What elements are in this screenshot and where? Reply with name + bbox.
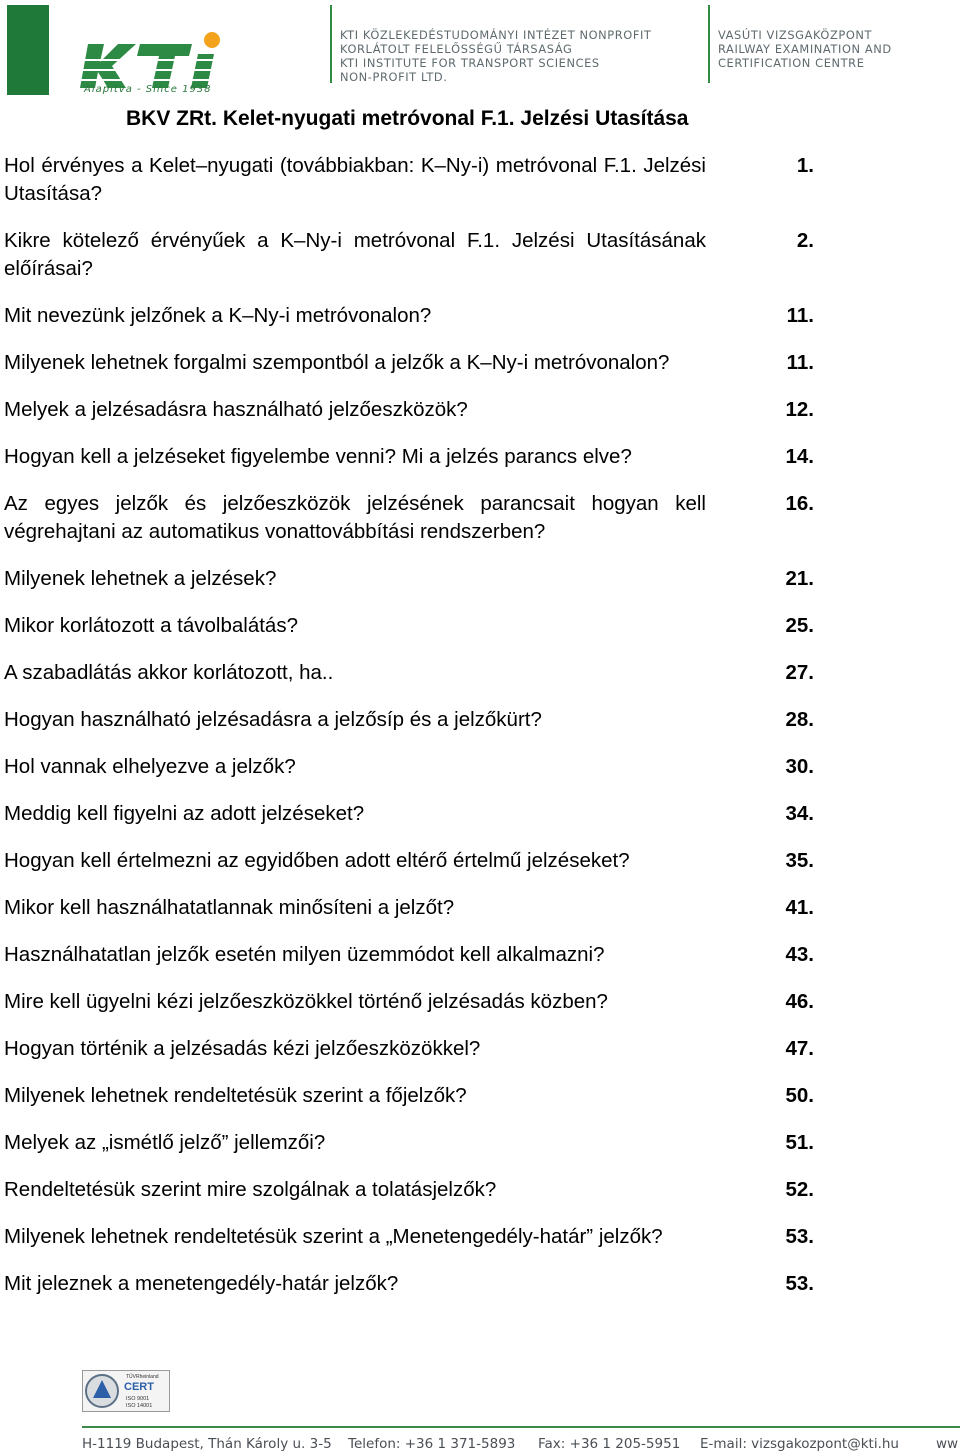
index-question: Hogyan használható jelzésadásra a jelzősíp és a jelzőkürt? [4,708,542,731]
index-page-number: 53. [785,1272,814,1295]
index-page-number: 51. [785,1131,814,1154]
index-row [4,1129,954,1157]
index-row [4,490,954,546]
index-question: Hogyan történik a jelzésadás kézi jelzőeszközökkel? [4,1037,481,1060]
index-page-number: 35. [785,849,814,872]
index-row [4,1270,954,1298]
index-row [4,227,954,283]
index-page-number: 47. [785,1037,814,1060]
index-page-number: 25. [785,614,814,637]
index-question: Hol érvényes a Kelet–nyugati (továbbiakban: K–Ny-i) metróvonal F.1. Jelzési Utasítása? [4,154,706,205]
index-page-number: 53. [785,1225,814,1248]
index-page-number: 52. [785,1178,814,1201]
institute-line: NON-PROFIT LTD. [340,70,448,84]
index-row [4,349,954,377]
index-question: Milyenek lehetnek rendeltetésük szerint a főjelzők? [4,1084,467,1107]
footer-divider [82,1426,960,1428]
index-row [4,443,954,471]
index-row [4,800,954,828]
index-row [4,659,954,687]
index-page-number: 43. [785,943,814,966]
index-page-number: 41. [785,896,814,919]
index-question: Hogyan kell a jelzéseket figyelembe venni? Mi a jelzés parancs elve? [4,445,632,468]
index-question: Kikre kötelező érvényűek a K–Ny-i metróvonal F.1. Jelzési Utasításának előírásai? [4,229,706,280]
centre-name-block [718,28,892,70]
index-question: Az egyes jelzők és jelzőeszközök jelzésének parancsait hogyan kell végrehajtani az automatikus vonattovábbítási rendszerben? [4,492,706,543]
index-question: Milyenek lehetnek a jelzések? [4,567,277,590]
index-row [4,988,954,1016]
index-page-number: 1. [796,154,814,177]
index-question: Használhatatlan jelzők esetén milyen üzemmódot kell alkalmazni? [4,943,605,966]
index-page-number: 30. [785,755,814,778]
index-page-number: 2. [796,229,814,252]
index-page-number: 21. [785,567,814,590]
index-page-number: 50. [785,1084,814,1107]
logo-subtitle: Alapítva - Since 1938 [84,84,212,95]
index-row [4,1176,954,1204]
index-row [4,941,954,969]
index-page-number: 27. [785,661,814,684]
header-divider [708,5,710,83]
index-question: Milyenek lehetnek rendeltetésük szerint a „Menetengedély-határ” jelzők? [4,1225,663,1248]
cert-iso-14001: ISO 14001 [126,1403,153,1409]
index-question: Mit nevezünk jelzőnek a K–Ny-i metróvonalon? [4,304,432,327]
footer-web-link[interactable]: ww [936,1436,959,1452]
footer-email[interactable]: E-mail: vizsgakozpont@kti.hu [700,1436,899,1452]
index-row [4,152,954,208]
index-row [4,706,954,734]
header-divider [330,5,332,83]
index-row [4,1082,954,1110]
index-row [4,1035,954,1063]
institute-line: KORLÁTOLT FELELŐSSÉGŰ TÁRSASÁG [340,42,573,56]
institute-name-block [340,28,652,84]
question-index [4,152,954,1317]
cert-brand: TÜVRheinland [126,1374,159,1380]
index-question: Milyenek lehetnek forgalmi szempontból a jelzők a K–Ny-i metróvonalon? [4,351,670,374]
index-page-number: 12. [785,398,814,421]
index-page-number: 16. [785,492,814,515]
document-title: BKV ZRt. Kelet-nyugati metróvonal F.1. Jelzési Utasítása [126,107,689,130]
index-question: Mikor korlátozott a távolbalátás? [4,614,298,637]
index-question: Rendeltetésük szerint mire szolgálnak a tolatásjelzők? [4,1178,497,1201]
index-row [4,302,954,330]
index-page-number: 11. [786,351,814,374]
index-question: Hol vannak elhelyezve a jelzők? [4,755,296,778]
index-question: Mit jeleznek a menetengedély-határ jelzők? [4,1272,399,1295]
index-row [4,753,954,781]
centre-line: CERTIFICATION CENTRE [718,56,865,70]
index-row [4,612,954,640]
index-row [4,894,954,922]
index-page-number: 28. [785,708,814,731]
index-page-number: 46. [785,990,814,1013]
index-row [4,565,954,593]
cert-label: CERT [124,1381,154,1393]
index-row [4,396,954,424]
centre-line: RAILWAY EXAMINATION AND [718,42,892,56]
tuv-cert-badge [82,1370,170,1412]
brand-color-bar [7,5,49,95]
cert-iso-9001: ISO 9001 [126,1396,150,1402]
index-page-number: 11. [786,304,814,327]
page-header [0,0,960,100]
footer-address: H-1119 Budapest, Thán Károly u. 3-5 [82,1436,332,1452]
index-question: Meddig kell figyelni az adott jelzéseket? [4,802,365,825]
footer-phone: Telefon: +36 1 371-5893 [348,1436,516,1452]
index-question: Melyek az „ismétlő jelző” jellemzői? [4,1131,326,1154]
footer-fax: Fax: +36 1 205-5951 [538,1436,681,1452]
index-question: Mikor kell használhatatlannak minősíteni a jelzőt? [4,896,455,919]
index-question: A szabadlátás akkor korlátozott, ha.. [4,661,334,684]
centre-line: VASÚTI VIZSGAKÖZPONT [718,28,873,42]
index-question: Hogyan kell értelmezni az egyidőben adott eltérő értelmű jelzéseket? [4,849,630,872]
index-row [4,1223,954,1251]
index-question: Melyek a jelzésadásra használható jelzőeszközök? [4,398,468,421]
index-page-number: 14. [785,445,814,468]
index-page-number: 34. [785,802,814,825]
index-question: Mire kell ügyelni kézi jelzőeszközökkel történő jelzésadás közben? [4,990,608,1013]
index-row [4,847,954,875]
institute-line: KTI KÖZLEKEDÉSTUDOMÁNYI INTÉZET NONPROFIT [340,28,652,42]
institute-line: KTI INSTITUTE FOR TRANSPORT SCIENCES [340,56,600,70]
